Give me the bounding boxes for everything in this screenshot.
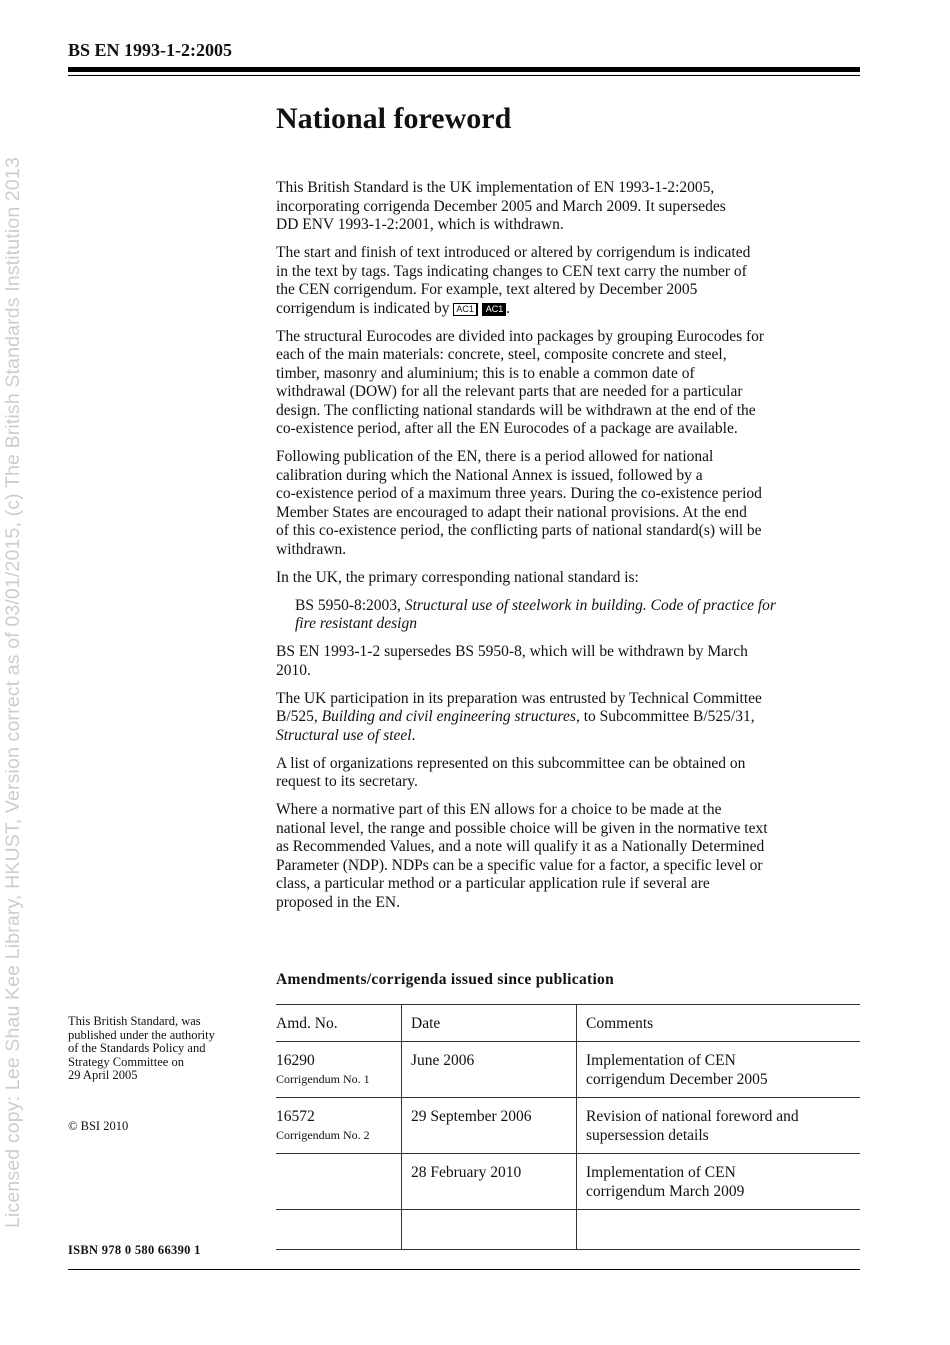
paragraph-uk-standard: In the UK, the primary corresponding national standard is: xyxy=(276,568,639,586)
paragraph-coexistence: Following publication of the EN, there is a period allowed for national calibration during which the National Annex is issued, followed by a co-existence period of a maximum three years. During the co-existence period Member States are encouraged to adapt their national provisions. At the end of this co-existence period, the conflicting parts of national standard(s) will be withdrawn. xyxy=(276,448,762,558)
document-id: BS EN 1993-1-2:2005 xyxy=(68,40,233,60)
table-row-empty xyxy=(276,1210,860,1250)
comments-cell: Revision of national foreword and supersession details xyxy=(577,1098,861,1154)
paragraph-ndp: Where a normative part of this EN allows for a choice to be made at the national level, the range and possible choice will be given in the normative text as Recommended Values, and a note will qualify it as a Nationally Determined Parameter (NDP). NDPs can be a specific value for a factor, a specific level or class, a particular method or a particular application rule if several are proposed in the EN. xyxy=(276,801,768,911)
paragraph-committee: The UK participation in its preparation was entrusted by Technical Committee B/525, Building and civil engineering structures, to Subcommittee B/525/31, Structural use of steel. xyxy=(276,689,762,744)
date-cell: 28 February 2010 xyxy=(402,1154,577,1210)
amendments-table xyxy=(276,1004,860,1250)
amd-number-cell: 16290 Corrigendum No. 1 xyxy=(276,1042,402,1098)
column-header-date: Date xyxy=(402,1005,577,1042)
amendments-heading: Amendments/corrigenda issued since publication xyxy=(276,971,615,988)
paragraph-bs5950: BS 5950-8:2003, Structural use of steelwork in building. Code of practice for fire resistant design xyxy=(295,596,776,632)
paragraph-organizations: A list of organizations represented on this subcommittee can be obtained on request to its secretary. xyxy=(276,754,746,790)
column-header-comments: Comments xyxy=(577,1005,861,1042)
table-row xyxy=(276,1154,860,1210)
amd-number-cell: 16572 Corrigendum No. 2 xyxy=(276,1098,402,1154)
corrigendum-start-tag-icon: AC1 xyxy=(453,303,478,316)
paragraph-tags: The start and finish of text introduced or altered by corrigendum is indicated in the text by tags. Tags indicating changes to CEN text carry the number of the CEN corrigendum. For example, text altered by December 2005 corrigendum is indicated by AC1 AC1 . xyxy=(276,244,751,317)
date-cell: 29 September 2006 xyxy=(402,1098,577,1154)
comments-cell: Implementation of CEN corrigendum March 2009 xyxy=(577,1154,861,1210)
isbn: ISBN 978 0 580 66390 1 xyxy=(68,1243,201,1257)
corrigendum-end-tag-icon: AC1 xyxy=(482,303,507,316)
publication-note: This British Standard, was published under the authority of the Standards Policy and Strategy Committee on 29 April 2005 xyxy=(68,1014,215,1082)
table-row xyxy=(276,1098,860,1154)
header-rule-thick xyxy=(68,67,860,72)
date-cell: June 2006 xyxy=(402,1042,577,1098)
paragraph-implementation: This British Standard is the UK implementation of EN 1993-1-2:2005, incorporating corrigenda December 2005 and March 2009. It supersedes DD ENV 1993-1-2:2001, which is withdrawn. xyxy=(276,179,726,233)
table-header-row xyxy=(276,1005,860,1042)
comments-cell: Implementation of CEN corrigendum December 2005 xyxy=(577,1042,861,1098)
footer-rule xyxy=(68,1269,860,1270)
copyright-notice: © BSI 2010 xyxy=(68,1119,129,1133)
page-title: National foreword xyxy=(276,102,512,135)
license-watermark: Licensed copy: Lee Shau Kee Library, HKUST, Version correct as of 03/01/2015, (c) The British Standards Institution 2013 xyxy=(2,157,24,1228)
paragraph-eurocode-packages: The structural Eurocodes are divided into packages by grouping Eurocodes for each of the main materials: concrete, steel, composite concrete and steel, timber, masonry and aluminium; this is to enable a common date of withdrawal (DOW) for all the relevant parts that are needed for a particular design. The conflicting national standards will be withdrawn at the end of the co-existence period, after all the EN Eurocodes of a package are available. xyxy=(276,327,765,437)
foreword-body xyxy=(276,179,866,922)
table-row xyxy=(276,1042,860,1098)
header-rule-thin xyxy=(68,75,860,76)
amd-number-cell xyxy=(276,1154,402,1210)
paragraph-supersedes: BS EN 1993-1-2 supersedes BS 5950-8, which will be withdrawn by March 2010. xyxy=(276,643,748,679)
column-header-amd-no: Amd. No. xyxy=(276,1005,402,1042)
